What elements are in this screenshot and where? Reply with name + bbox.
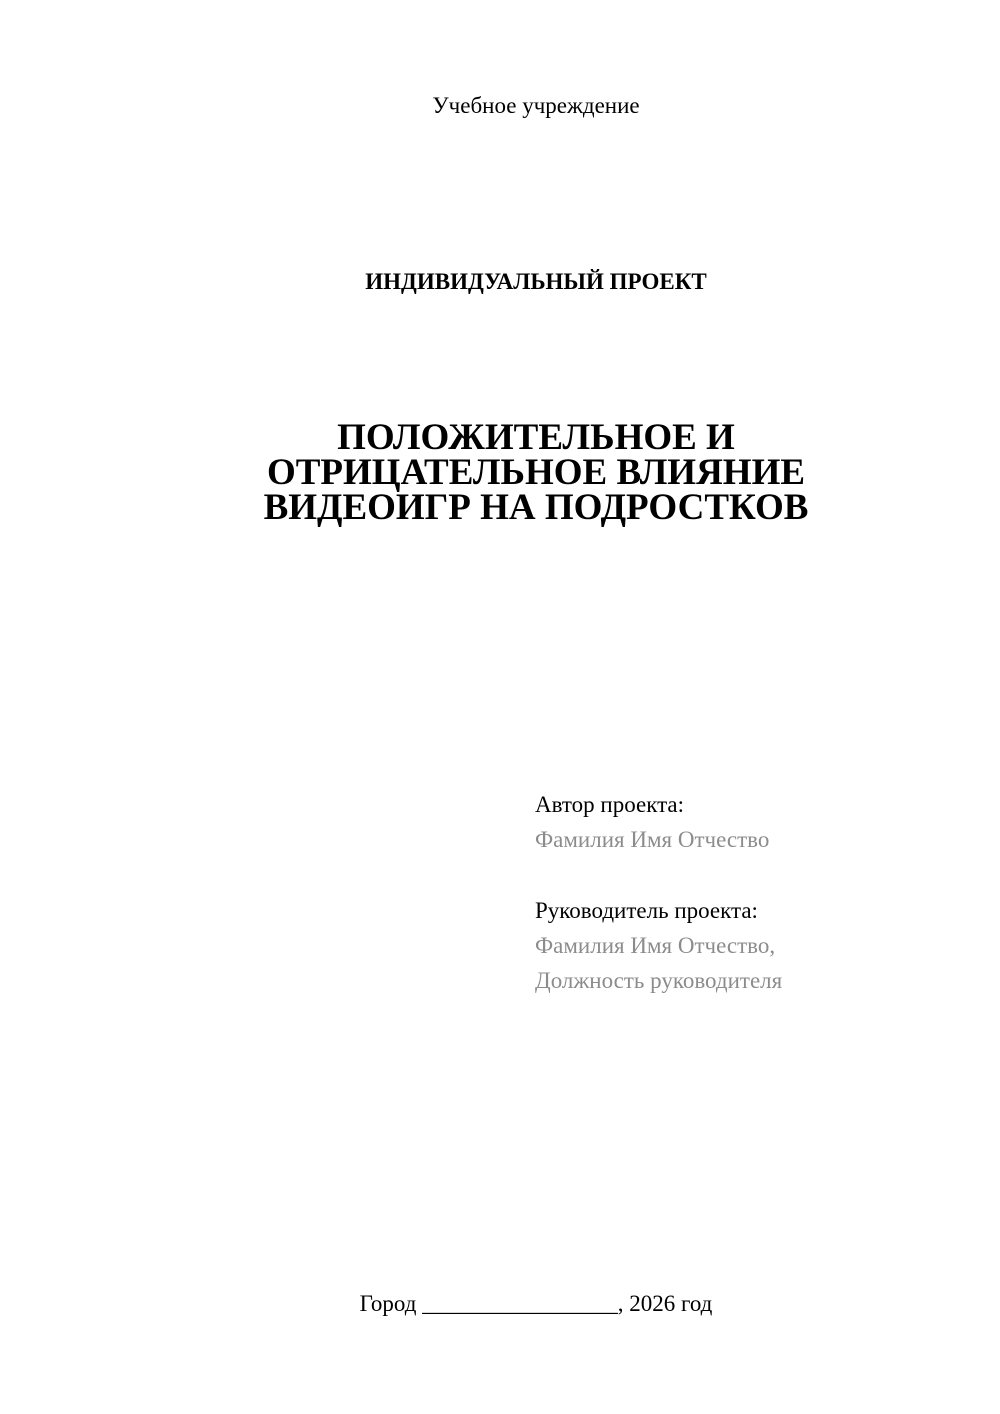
spacer [535, 857, 975, 893]
project-title-line-3: ВИДЕОИГР НА ПОДРОСТКОВ [263, 487, 809, 528]
project-title-line-1: ПОЛОЖИТЕЛЬНОЕ И [337, 417, 735, 458]
project-title [0, 417, 1000, 528]
supervisor-name: Фамилия Имя Отчество, [535, 933, 776, 958]
people-block [535, 787, 975, 998]
author-name: Фамилия Имя Отчество [535, 827, 770, 852]
institution-name: Учебное учреждение [432, 93, 640, 118]
project-title-line-2: ОТРИЦАТЕЛЬНОЕ ВЛИЯНИЕ [266, 452, 806, 493]
supervisor-position: Должность руководителя [535, 968, 783, 993]
city-label: Город [359, 1291, 417, 1316]
supervisor-label: Руководитель проекта: [535, 898, 758, 923]
city-blank: _________________ [422, 1291, 618, 1316]
year-text: , 2026 год [617, 1291, 713, 1316]
author-label: Автор проекта: [535, 792, 684, 817]
city-year-line [0, 1290, 1000, 1318]
document-type: ИНДИВИДУАЛЬНЫЙ ПРОЕКТ [365, 269, 707, 294]
